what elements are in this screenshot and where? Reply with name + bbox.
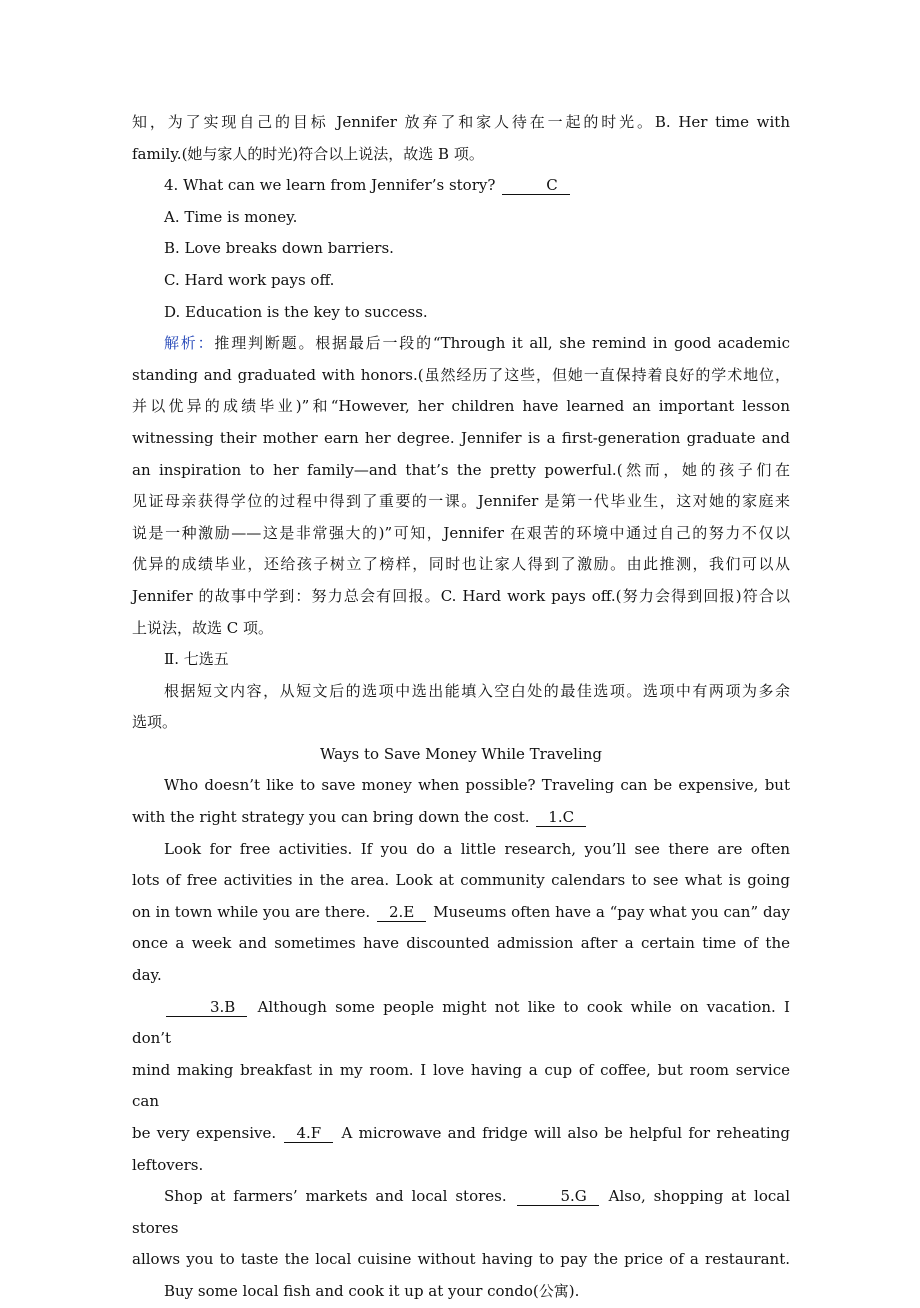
answer-blank-2: 2.E	[377, 903, 426, 922]
passage-p1-line1: Who doesn’t like to save money when possible? Traveling can be expensive, but	[164, 776, 790, 795]
question-4-analysis-line4: witnessing their mother earn her degree. Jennifer is a first-generation graduate and	[132, 428, 790, 447]
passage-text: with the right strategy you can bring down the cost.	[132, 808, 530, 827]
answer-blank-4: 4.F	[284, 1124, 333, 1143]
passage-text: Museums often have a “pay what you can” day	[433, 902, 790, 921]
passage-text: Although some people might not like to cook while on vacation. I don’t	[132, 997, 790, 1048]
passage-p3-line4: leftovers.	[132, 1155, 204, 1174]
question-4-option-c: C. Hard work pays off.	[164, 270, 335, 289]
passage-text: be very expensive.	[132, 1124, 277, 1142]
question-4-analysis-line3: 并以优异的成绩毕业)”和“However, her children have learned an important lesson	[132, 397, 790, 416]
section-2-instruction-line2: 选项。	[132, 713, 178, 732]
passage-text: A microwave and fridge will also be helpful for reheating	[341, 1124, 790, 1142]
passage-text: Shop at farmers’ markets and local stores.	[164, 1187, 507, 1206]
passage-p3-line2: mind making breakfast in my room. I love having a cup of coffee, but room service can	[132, 1060, 790, 1111]
section-2-instruction-line1: 根据短文内容，从短文后的选项中选出能填入空白处的最佳选项。选项中有两项为多余	[164, 681, 790, 700]
passage-p5-line1: Buy some local fish and cook it up at your condo(公寓).	[164, 1281, 580, 1300]
passage-text: on in town while you are there.	[132, 902, 371, 921]
q3-analysis-tail-line2: family.(她与家人的时光)符合以上说法，故选 B 项。	[132, 144, 484, 163]
question-4-option-d: D. Education is the key to success.	[164, 302, 428, 321]
question-4-analysis-line5: an inspiration to her family—and that’s the pretty powerful.(然而，她的孩子们在	[132, 460, 790, 479]
q3-analysis-tail-line1: 知，为了实现自己的目标 Jennifer 放弃了和家人待在一起的时光。B. Her time with	[132, 113, 790, 131]
question-4-text: 4. What can we learn from Jennifer’s story?	[164, 176, 496, 195]
question-4-option-b: B. Love breaks down barriers.	[164, 239, 394, 258]
question-4-option-a: A. Time is money.	[164, 207, 298, 226]
question-4-analysis-line8: 优异的成绩毕业，还给孩子树立了榜样，同时也让家人得到了激励。由此推测，我们可以从	[132, 555, 790, 574]
passage-p2-line2: lots of free activities in the area. Look at community calendars to see what is going	[132, 871, 790, 890]
passage-title: Ways to Save Money While Traveling	[320, 744, 602, 763]
passage-p3-line3	[132, 1118, 790, 1150]
answer-blank-1: 1.C	[536, 808, 586, 827]
document-body	[132, 107, 790, 1308]
question-4-analysis-line10: 上说法，故选 C 项。	[132, 618, 274, 637]
answer-blank-3: 3.B	[166, 998, 247, 1017]
section-2-heading: Ⅱ. 七选五	[164, 650, 229, 669]
passage-p4-line2: allows you to taste the local cuisine without having to pay the price of a restaurant.	[132, 1250, 790, 1269]
passage-p1-line2	[132, 802, 790, 834]
question-4-analysis-line1	[132, 328, 790, 360]
passage-p2-line4: once a week and sometimes have discounted admission after a certain time of the day.	[132, 934, 790, 985]
answer-blank-5: 5.G	[517, 1187, 599, 1206]
passage-p4-line1	[132, 1181, 790, 1244]
analysis-text: 推理判断题。根据最后一段的“Through it all, she remind in good academic	[214, 334, 790, 353]
passage-p2-line3	[132, 897, 790, 929]
analysis-label: 解析：	[164, 334, 215, 353]
passage-text: Also, shopping at local stores	[132, 1187, 790, 1237]
question-4-answer-blank: C	[502, 176, 569, 195]
question-4-analysis-line7: 说是一种激励——这是非常强大的)”可知，Jennifer 在艰苦的环境中通过自己的努力不仅以	[132, 523, 790, 542]
question-4-stem	[132, 170, 790, 202]
passage-p3-line1	[132, 992, 790, 1055]
question-4-analysis-line2: standing and graduated with honors.(虽然经历了这些，但她一直保持着良好的学术地位，	[132, 365, 790, 384]
question-4-analysis-line6: 见证母亲获得学位的过程中得到了重要的一课。Jennifer 是第一代毕业生，这对她的家庭来	[132, 492, 790, 511]
passage-p2-line1: Look for free activities. If you do a little research, you’ll see there are often	[164, 839, 790, 858]
question-4-analysis-line9: Jennifer 的故事中学到：努力总会有回报。C. Hard work pays off.(努力会得到回报)符合以	[132, 586, 790, 605]
